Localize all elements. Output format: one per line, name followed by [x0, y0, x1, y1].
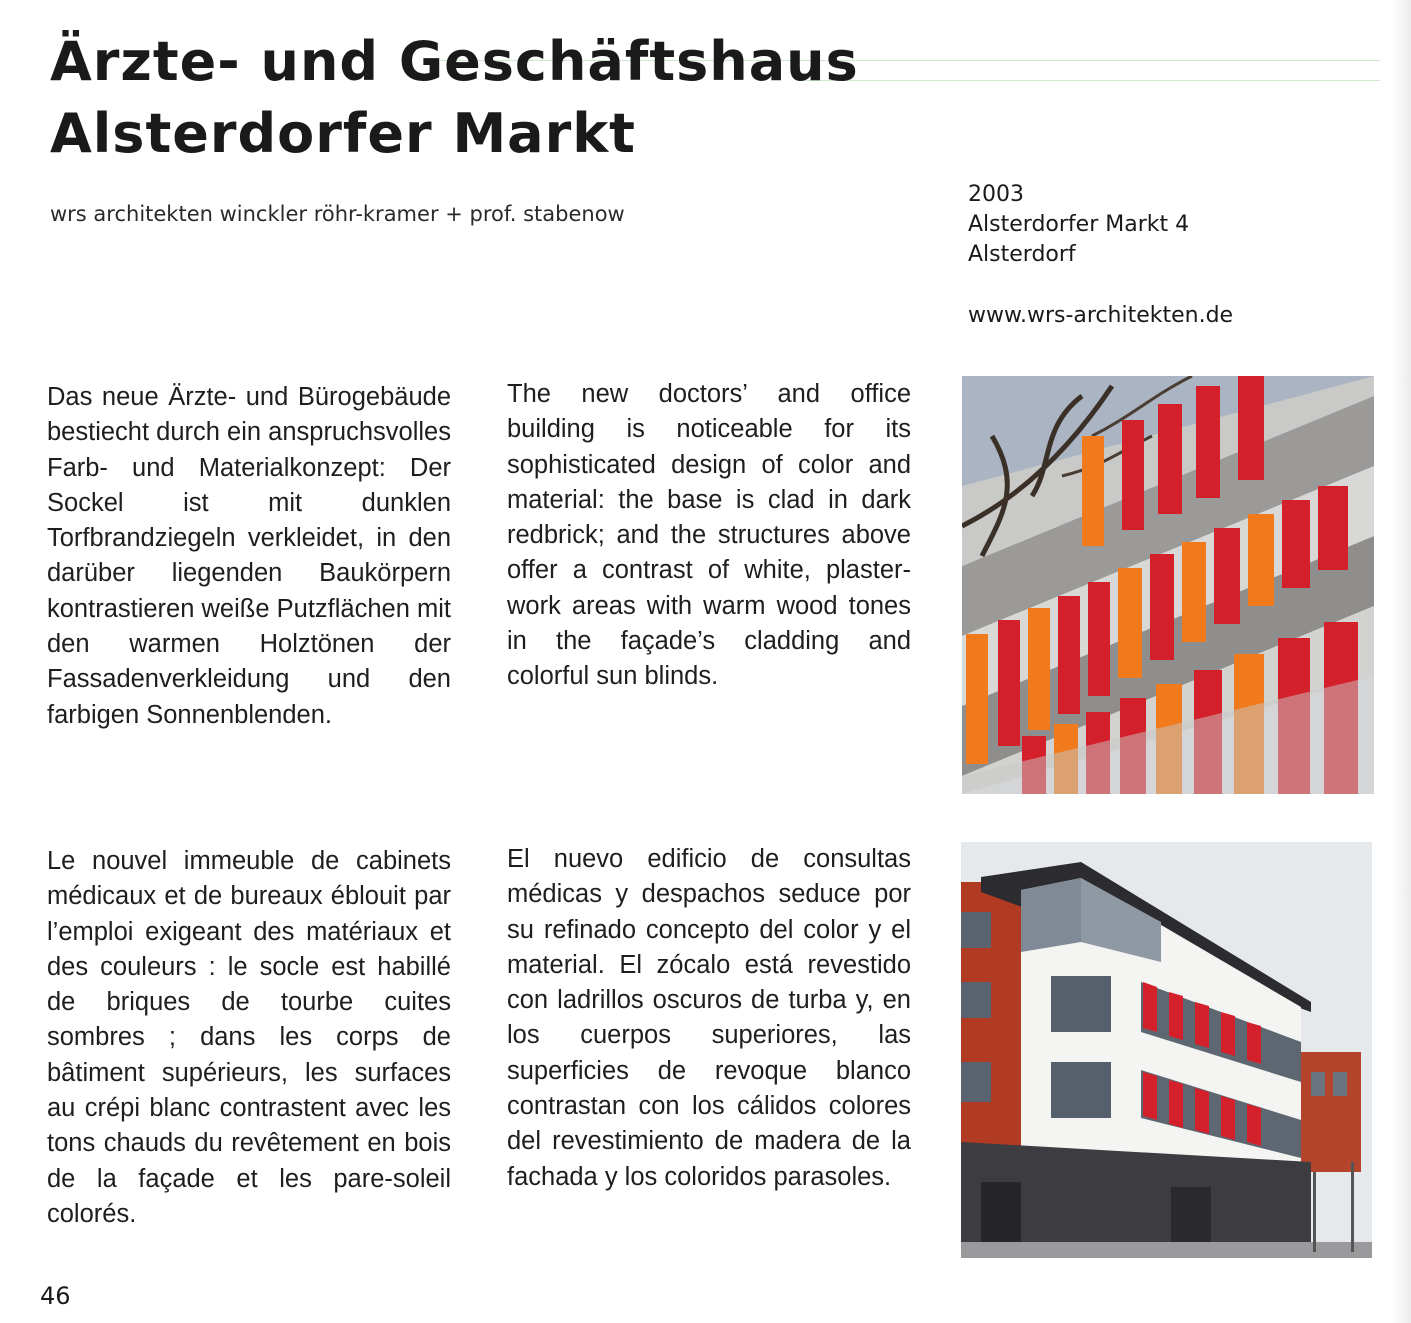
architects-credit: wrs architekten winckler röhr-kramer + prof. stabenow	[50, 202, 625, 226]
page-number: 46	[40, 1282, 71, 1310]
facade-detail-illustration	[962, 376, 1374, 794]
photo-facade-sun-blinds	[962, 376, 1374, 794]
project-meta	[968, 180, 1233, 331]
text-english: The new doctors’ and office building is noticeable for its sophisticated design of color and material: the base is clad in dark redbrick; and the structures above offer a contrast of white, plaster-work areas with warm wood tones in the façade’s cladding and colorful sun blinds.	[507, 380, 911, 691]
architect-website-link[interactable]: www.wrs-architekten.de	[968, 303, 1234, 328]
building-exterior-illustration	[961, 842, 1372, 1258]
page-gutter-edge	[1392, 0, 1411, 1323]
project-year: 2003	[968, 182, 1024, 207]
guide-line-mid	[800, 80, 1380, 81]
text-french: Le nouvel immeuble de cabinets médicaux et de bureaux éblouit par l’emploi exigeant des matériaux et des couleurs : le socle est habillé de briques de tourbe cuites sombres ; dans les corps de bâtiment supérieurs, les surfaces au crépi blanc contrastent avec les tons chauds du revêtement en bois de la façade et les pare-soleil colorés.	[47, 847, 451, 1228]
title-line-2: Alsterdorfer Markt	[50, 102, 636, 165]
text-spanish: El nuevo edificio de consultas médicas y despachos seduce por su refinado concepto del color y el material. El zócalo está revestido con ladrillos oscuros de turba y, en los cuerpos superiores, las superficies de revoque blanco contrastan con los cálidos colores del revestimiento de madera de la fachada y los coloridos parasoles.	[507, 845, 911, 1191]
project-district: Alsterdorf	[968, 242, 1076, 267]
photo-building-exterior	[961, 842, 1372, 1258]
page-title	[50, 26, 859, 170]
title-line-1: Ärzte- und Geschäftshaus	[50, 30, 859, 93]
text-german: Das neue Ärzte- und Bürogebäude bestiecht durch ein anspruchsvolles Farb- und Materialkonzept: Der Sockel ist mit dunklen Torfbrandziegeln verkleidet, in den darüber liegenden Baukörpern kontrastieren weiße Putzflächen mit den warmen Holztönen der Fassadenverkleidung und den farbigen Sonnenblenden.	[47, 383, 451, 729]
project-address: Alsterdorfer Markt 4	[968, 212, 1190, 237]
